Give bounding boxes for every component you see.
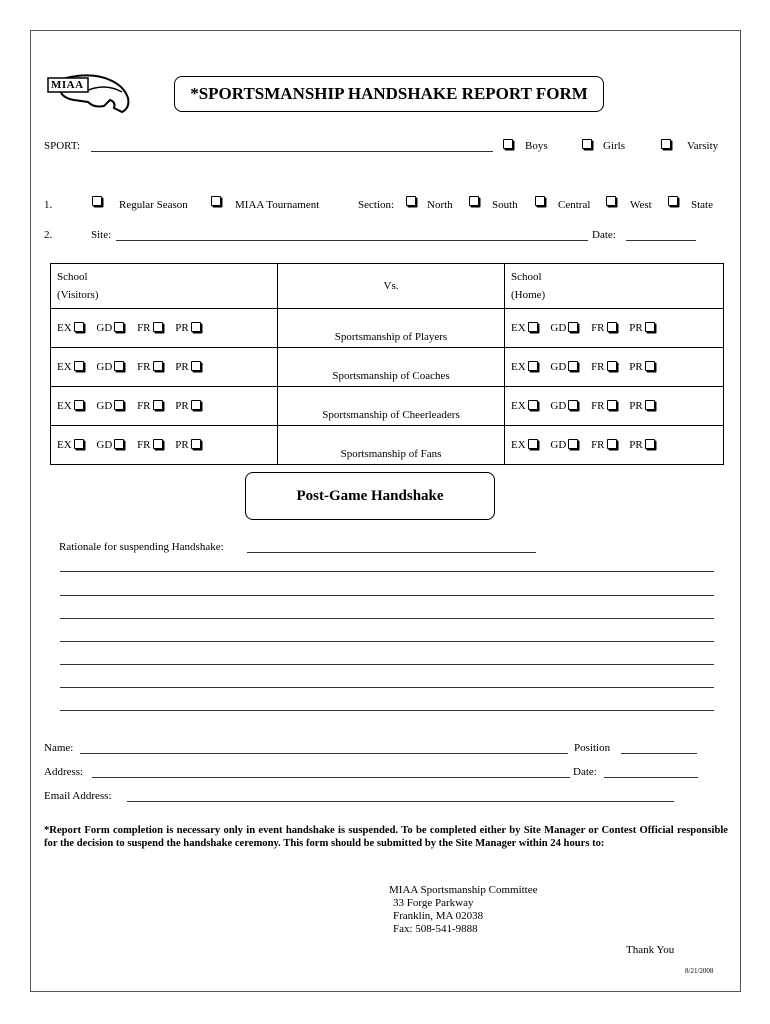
visitors-header	[51, 264, 278, 309]
west-checkbox[interactable]	[606, 196, 616, 208]
pr-checkbox[interactable]	[645, 400, 655, 410]
ex-checkbox[interactable]	[528, 400, 538, 410]
form-date: 8/21/2008	[685, 967, 714, 975]
ex-label: EX	[57, 439, 72, 451]
visitors-rating	[51, 387, 278, 426]
girls-checkbox[interactable]	[582, 139, 592, 151]
fr-checkbox[interactable]	[607, 361, 617, 371]
email-field[interactable]	[127, 801, 674, 802]
girls-label: Girls	[603, 140, 625, 152]
varsity-checkbox[interactable]	[661, 139, 671, 151]
fr-label: FR	[137, 361, 151, 373]
central-label: Central	[558, 199, 591, 211]
position-field[interactable]	[621, 753, 697, 754]
line2-number: 2.	[44, 229, 53, 241]
ex-label: EX	[511, 361, 526, 373]
table-row	[51, 426, 724, 465]
form-title: *SPORTSMANSHIP HANDSHAKE REPORT FORM	[174, 76, 604, 112]
state-label: State	[691, 199, 713, 211]
name-label: Name:	[44, 742, 74, 754]
visitors-school-label: School	[57, 271, 88, 283]
line1-number: 1.	[44, 199, 53, 211]
ex-checkbox[interactable]	[74, 439, 84, 449]
gd-label: GD	[550, 439, 567, 451]
sportsmanship-table	[50, 263, 724, 465]
fr-checkbox[interactable]	[153, 322, 163, 332]
pr-label: PR	[175, 439, 189, 451]
submission-note: *Report Form completion is necessary only in event handshake is suspended. To be completed either by Site Manager or Contest Official responsible for the decision to suspend the handshake ceremony. This form should be submitted by the Site Manager within 24 hours to:	[44, 825, 728, 849]
home-rating	[505, 309, 724, 348]
site-date-field[interactable]	[626, 240, 696, 241]
address-field[interactable]	[92, 777, 570, 778]
gd-label: GD	[96, 400, 113, 412]
row-label-players: Sportsmanship of Players	[278, 309, 505, 348]
visitors-label: (Visitors)	[57, 289, 99, 301]
gd-checkbox[interactable]	[568, 361, 578, 371]
tournament-checkbox[interactable]	[211, 196, 221, 208]
row-label-fans: Sportsmanship of Fans	[278, 426, 505, 465]
pr-checkbox[interactable]	[645, 361, 655, 371]
fr-label: FR	[591, 322, 605, 334]
logo-text: MIAA	[51, 79, 84, 91]
address-label: Address:	[44, 766, 84, 778]
gd-label: GD	[96, 439, 113, 451]
sport-label: SPORT:	[44, 140, 81, 152]
south-label: South	[492, 199, 518, 211]
gd-checkbox[interactable]	[114, 361, 124, 371]
address-line-3: Franklin, MA 02038	[393, 910, 484, 922]
ex-label: EX	[57, 322, 72, 334]
home-rating	[505, 348, 724, 387]
ex-checkbox[interactable]	[528, 361, 538, 371]
south-checkbox[interactable]	[469, 196, 479, 208]
rationale-line[interactable]	[60, 641, 714, 642]
pr-checkbox[interactable]	[191, 400, 201, 410]
fr-label: FR	[137, 439, 151, 451]
regular-season-checkbox[interactable]	[92, 196, 102, 208]
ex-checkbox[interactable]	[528, 439, 538, 449]
rationale-line[interactable]	[60, 595, 714, 596]
visitors-rating	[51, 348, 278, 387]
gd-checkbox[interactable]	[114, 439, 124, 449]
north-checkbox[interactable]	[406, 196, 416, 208]
gd-label: GD	[96, 361, 113, 373]
site-field[interactable]	[116, 240, 588, 241]
fr-checkbox[interactable]	[607, 439, 617, 449]
varsity-label: Varsity	[687, 140, 719, 152]
ex-label: EX	[57, 361, 72, 373]
fr-label: FR	[137, 400, 151, 412]
sport-field[interactable]	[91, 151, 493, 152]
fr-checkbox[interactable]	[607, 400, 617, 410]
gd-checkbox[interactable]	[114, 322, 124, 332]
thank-you: Thank You	[626, 944, 675, 956]
pr-label: PR	[629, 361, 643, 373]
pr-checkbox[interactable]	[645, 322, 655, 332]
position-label: Position	[574, 742, 611, 754]
miaa-logo	[44, 68, 134, 114]
table-row	[51, 348, 724, 387]
fr-checkbox[interactable]	[153, 361, 163, 371]
home-rating	[505, 426, 724, 465]
postgame-title: Post-Game Handshake	[245, 472, 495, 520]
home-header	[505, 264, 724, 309]
fr-checkbox[interactable]	[153, 400, 163, 410]
gd-label: GD	[96, 322, 113, 334]
rationale-line[interactable]	[60, 571, 714, 572]
fr-label: FR	[137, 322, 151, 334]
ex-checkbox[interactable]	[528, 322, 538, 332]
pr-checkbox[interactable]	[191, 439, 201, 449]
committee-address	[389, 884, 538, 936]
row-label-cheerleaders: Sportsmanship of Cheerleaders	[278, 387, 505, 426]
pr-label: PR	[629, 439, 643, 451]
ex-label: EX	[511, 400, 526, 412]
gd-checkbox[interactable]	[114, 400, 124, 410]
rationale-line[interactable]	[60, 687, 714, 688]
address-line-1: MIAA Sportsmanship Committee	[389, 884, 538, 896]
vs-label: Vs.	[278, 264, 505, 309]
west-label: West	[630, 199, 652, 211]
ex-checkbox[interactable]	[74, 361, 84, 371]
pr-label: PR	[175, 400, 189, 412]
pr-label: PR	[175, 361, 189, 373]
massachusetts-map-icon	[44, 68, 134, 114]
name-field[interactable]	[80, 753, 568, 754]
fr-checkbox[interactable]	[607, 322, 617, 332]
ex-label: EX	[511, 439, 526, 451]
table-row	[51, 309, 724, 348]
gd-label: GD	[550, 322, 567, 334]
home-label: (Home)	[511, 289, 546, 301]
gd-checkbox[interactable]	[568, 400, 578, 410]
ex-label: EX	[57, 400, 72, 412]
state-checkbox[interactable]	[668, 196, 678, 208]
fr-label: FR	[591, 400, 605, 412]
pr-label: PR	[175, 322, 189, 334]
ex-checkbox[interactable]	[74, 322, 84, 332]
rationale-field[interactable]	[247, 552, 536, 553]
north-label: North	[427, 199, 453, 211]
ex-checkbox[interactable]	[74, 400, 84, 410]
site-label: Site:	[91, 229, 112, 241]
address-line-2: 33 Forge Parkway	[393, 897, 474, 909]
pr-checkbox[interactable]	[645, 439, 655, 449]
rationale-label: Rationale for suspending Handshake:	[59, 541, 224, 553]
gd-checkbox[interactable]	[568, 322, 578, 332]
rationale-line[interactable]	[60, 618, 714, 619]
home-rating	[505, 387, 724, 426]
contact-date-label: Date:	[573, 766, 597, 778]
address-line-4: Fax: 508-541-9888	[393, 923, 478, 935]
fr-label: FR	[591, 361, 605, 373]
visitors-rating	[51, 426, 278, 465]
contact-date-field[interactable]	[604, 777, 698, 778]
boys-label: Boys	[525, 140, 548, 152]
boys-checkbox[interactable]	[503, 139, 513, 151]
pr-label: PR	[629, 400, 643, 412]
pr-label: PR	[629, 322, 643, 334]
ex-label: EX	[511, 322, 526, 334]
pr-checkbox[interactable]	[191, 322, 201, 332]
gd-label: GD	[550, 400, 567, 412]
site-date-label: Date:	[592, 229, 616, 241]
section-label: Section:	[358, 199, 395, 211]
home-school-label: School	[511, 271, 542, 283]
pr-checkbox[interactable]	[191, 361, 201, 371]
tournament-label: MIAA Tournament	[235, 199, 320, 211]
row-label-coaches: Sportsmanship of Coaches	[278, 348, 505, 387]
rationale-line[interactable]	[60, 664, 714, 665]
fr-label: FR	[591, 439, 605, 451]
gd-label: GD	[550, 361, 567, 373]
regular-season-label: Regular Season	[119, 199, 188, 211]
table-row	[51, 387, 724, 426]
central-checkbox[interactable]	[535, 196, 545, 208]
fr-checkbox[interactable]	[153, 439, 163, 449]
email-label: Email Address:	[44, 790, 112, 802]
visitors-rating	[51, 309, 278, 348]
gd-checkbox[interactable]	[568, 439, 578, 449]
rationale-line[interactable]	[60, 710, 714, 711]
